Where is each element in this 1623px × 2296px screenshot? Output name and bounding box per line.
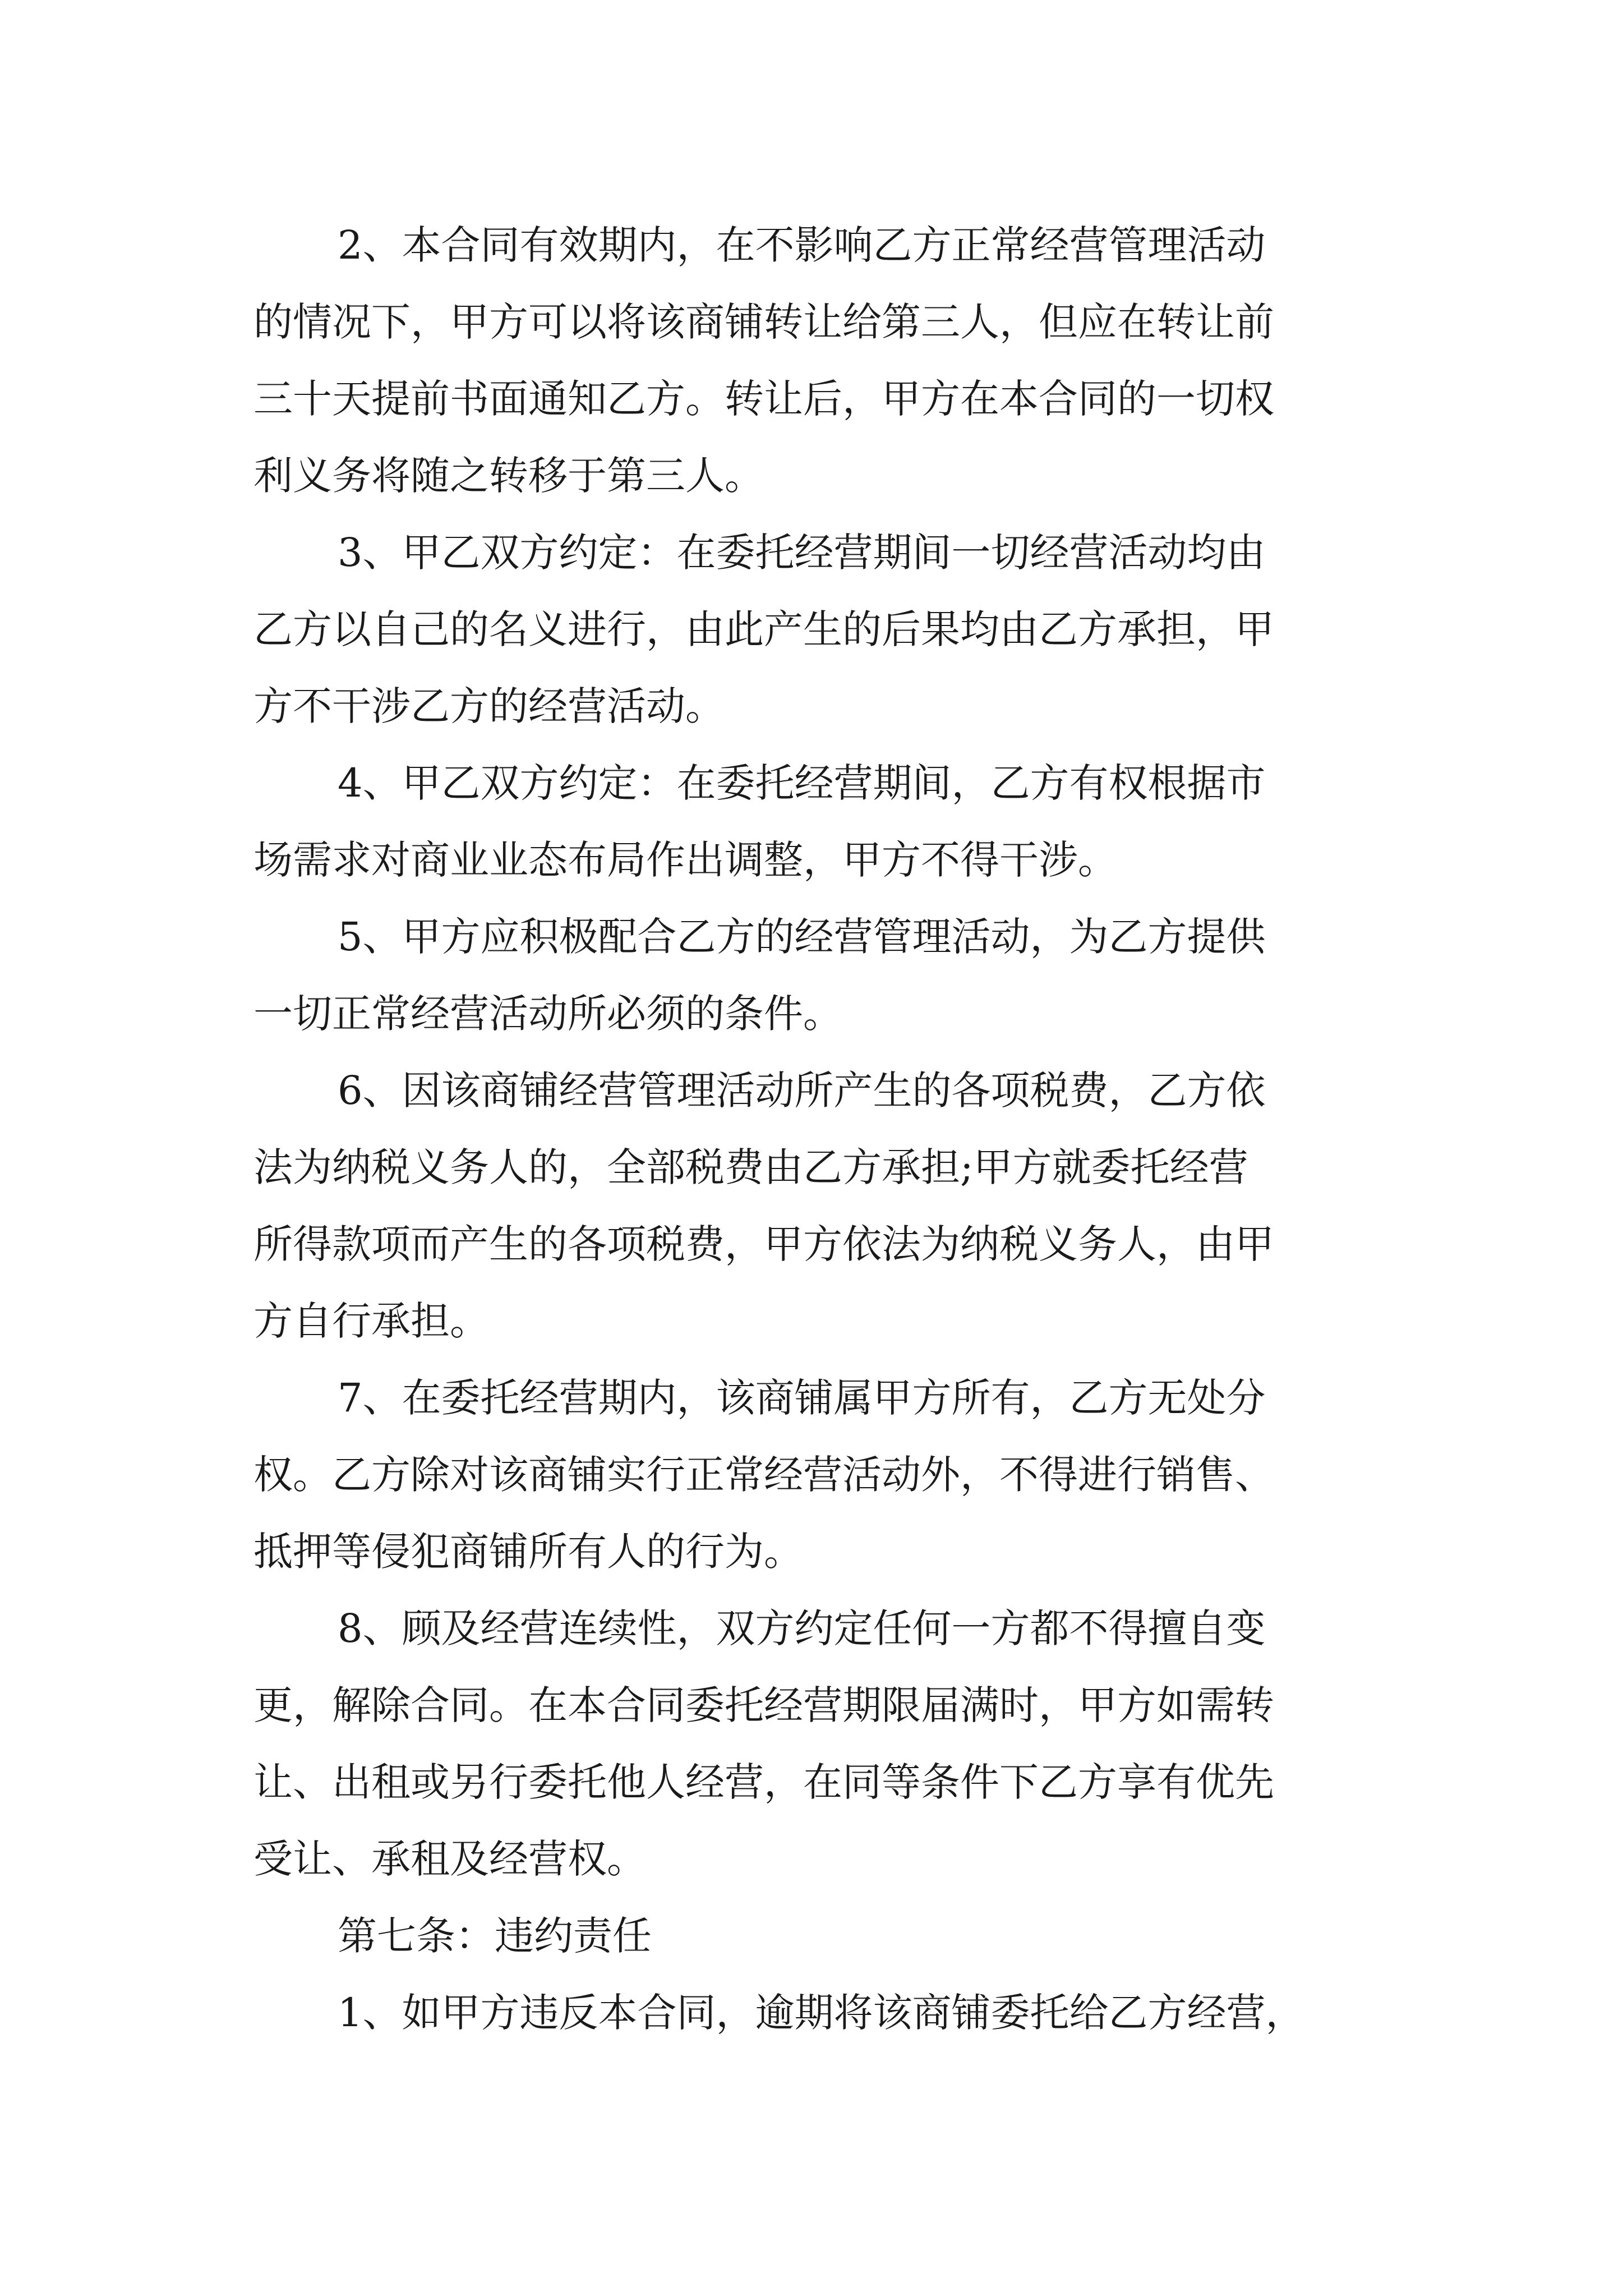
text-line: 4、甲乙双方约定：在委托经营期间，乙方有权根据市 bbox=[338, 760, 1266, 806]
text-line: 权。乙方除对该商铺实行正常经营活动外，不得进行销售、 bbox=[253, 1452, 1274, 1498]
section-heading: 第七条：违约责任 bbox=[338, 1913, 652, 1959]
text-line: 8、顾及经营连续性，双方约定任何一方都不得擅自变 bbox=[338, 1605, 1266, 1651]
text-line: 场需求对商业业态布局作出调整，甲方不得干涉。 bbox=[253, 837, 1117, 883]
text-line: 利义务将随之转移于第三人。 bbox=[253, 453, 764, 499]
text-line: 2、本合同有效期内，在不影响乙方正常经营管理活动 bbox=[338, 222, 1266, 268]
text-line: 乙方以自己的名义进行，由此产生的后果均由乙方承担，甲 bbox=[253, 606, 1274, 652]
text-line: 所得款项而产生的各项税费，甲方依法为纳税义务人，由甲 bbox=[253, 1221, 1274, 1267]
text-line: 方自行承担。 bbox=[253, 1298, 489, 1344]
text-line: 6、因该商铺经营管理活动所产生的各项税费，乙方依 bbox=[338, 1068, 1266, 1114]
text-line: 方不干涉乙方的经营活动。 bbox=[253, 683, 725, 729]
text-line: 抵押等侵犯商铺所有人的行为。 bbox=[253, 1529, 803, 1575]
text-line: 法为纳税义务人的，全部税费由乙方承担;甲方就委托经营 bbox=[253, 1144, 1248, 1190]
text-line: 1、如甲方违反本合同，逾期将该商铺委托给乙方经营， bbox=[338, 1990, 1305, 2036]
text-line: 更，解除合同。在本合同委托经营期限届满时，甲方如需转 bbox=[253, 1682, 1274, 1728]
text-line: 三十天提前书面通知乙方。转让后，甲方在本合同的一切权 bbox=[253, 376, 1274, 422]
text-line: 5、甲方应积极配合乙方的经营管理活动，为乙方提供 bbox=[338, 914, 1266, 960]
text-line: 受让、承租及经营权。 bbox=[253, 1836, 646, 1882]
text-line: 7、在委托经营期内，该商铺属甲方所有，乙方无处分 bbox=[338, 1375, 1266, 1421]
text-line: 一切正常经营活动所必须的条件。 bbox=[253, 991, 842, 1037]
text-line: 3、甲乙双方约定：在委托经营期间一切经营活动均由 bbox=[338, 530, 1266, 576]
text-line: 的情况下，甲方可以将该商铺转让给第三人，但应在转让前 bbox=[253, 299, 1274, 345]
text-line: 让、出租或另行委托他人经营，在同等条件下乙方享有优先 bbox=[253, 1759, 1274, 1805]
